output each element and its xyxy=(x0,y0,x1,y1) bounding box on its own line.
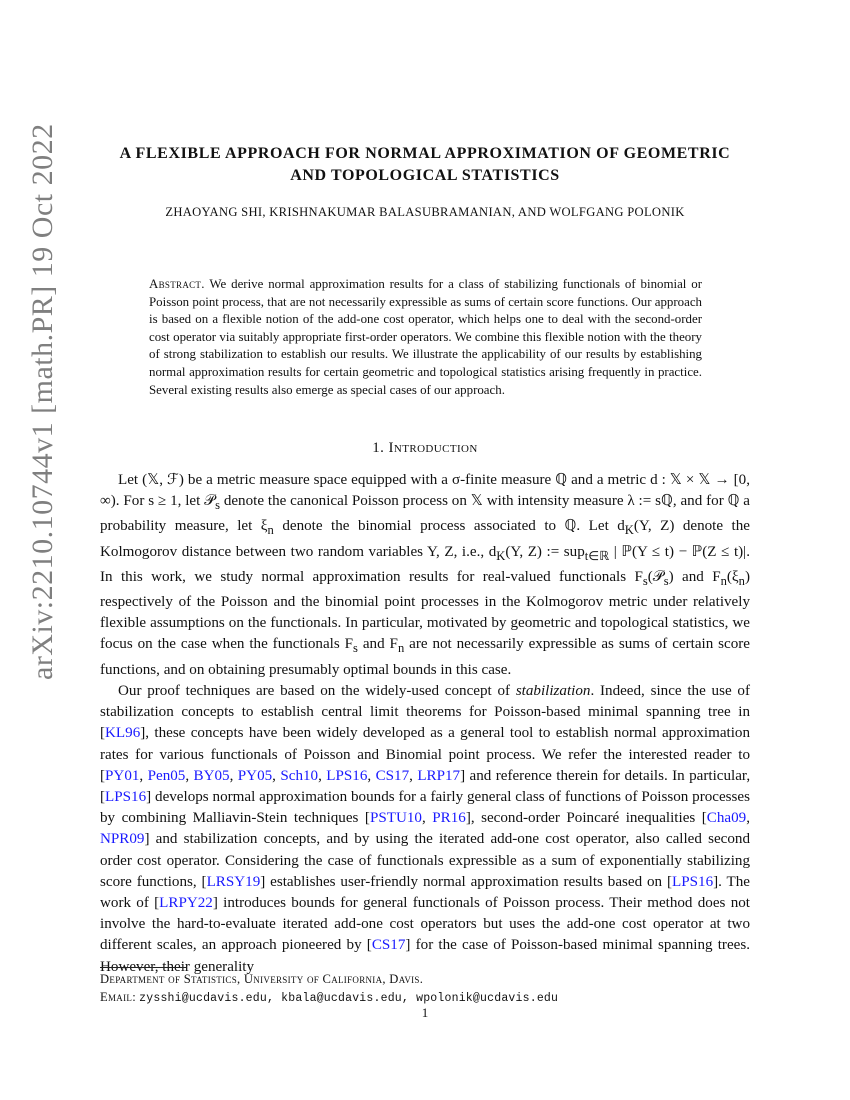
affiliation-text: Department of Statistics, University of California, Davis. xyxy=(100,972,424,986)
footnote-rule xyxy=(100,967,186,968)
citation-link[interactable]: Pen05 xyxy=(147,767,186,784)
author-list: ZHAOYANG SHI, KRISHNAKUMAR BALASUBRAMANIAN, AND WOLFGANG POLONIK xyxy=(165,205,685,219)
citation-link[interactable]: CS17 xyxy=(375,767,410,784)
citation-link[interactable]: Sch10 xyxy=(280,767,319,784)
citation-link[interactable]: LPS16 xyxy=(672,873,714,890)
citation-link[interactable]: PSTU10 xyxy=(369,810,422,827)
citation-link[interactable]: LPS16 xyxy=(105,788,147,805)
citation-link[interactable]: BY05 xyxy=(193,767,230,784)
citation-link[interactable]: Cha09 xyxy=(706,810,747,827)
email-footnote xyxy=(100,990,750,1005)
email-addresses[interactable]: zysshi@ucdavis.edu, kbala@ucdavis.edu, wpolonik@ucdavis.edu xyxy=(139,992,559,1005)
citation-link[interactable]: LPS16 xyxy=(326,767,368,784)
citation-link[interactable]: LRP17 xyxy=(417,767,461,784)
abstract-label: Abstract. xyxy=(149,277,205,291)
citation-link[interactable]: PY05 xyxy=(237,767,273,784)
paper-title: A FLEXIBLE APPROACH FOR NORMAL APPROXIMATION OF GEOMETRIC AND TOPOLOGICAL STATISTICS xyxy=(119,145,731,184)
citation-link[interactable]: LRPY22 xyxy=(159,894,213,911)
page-number: 1 xyxy=(421,1005,429,1020)
abstract-text: We derive normal approximation results for a class of stabilizing functionals of binomial or Poisson point process, that are not necessarily expressible as sums of certain score functions. Our approach is based on a flexible notion of the add-one cost operator, which helps one to deal with the second-order cost operator via suitably appropriate first-order operators. We combine this flexible notion with the theory of strong stabilization to establish our results. We illustrate the applicability of our results by establishing normal approximation results for certain geometric and topological statistics arising frequently in practice. Several existing results also emerge as special cases of our approach. xyxy=(149,277,702,397)
arxiv-identifier: arXiv:2210.10744v1 [math.PR] 19 Oct 2022 xyxy=(26,123,59,680)
citation-link[interactable]: CS17 xyxy=(371,937,406,954)
email-label: Email: xyxy=(100,990,136,1004)
section-heading: 1. Introduction xyxy=(372,440,478,456)
citation-link[interactable]: PR16 xyxy=(432,810,466,827)
citation-link[interactable]: KL96 xyxy=(105,725,141,742)
citation-link[interactable]: NPR09 xyxy=(100,831,145,848)
citation-link[interactable]: LRSY19 xyxy=(206,873,261,890)
abstract xyxy=(149,276,702,399)
paragraph-1: Let (𝕏, ℱ) be a metric measure space equipped with a σ-finite measure ℚ and a metric d : 𝕏 × 𝕏 → [0, ∞). For s ≥ 1, let 𝒫$_s$ denote the canonical Poisson process on 𝕏 with intensity measure λ := sℚ, and for ℚ a probability measure, let $\xi_n$ denote the binomial process associated to ℚ. Let $d_K(Y$, Z) denote the Kolmogorov distance between two random variables Y, Z, i.e., $d_K(Y$, Z) := sup$_{t\in ℝ}$ | ℙ(Y ≤ t) − ℙ(Z ≤ t)|. In this work, we study normal approximation results for real-valued functionals $F_s(𝒫_s)$ and $F_n(\xi_n)$ respectively of the Poisson and the binomial point processes in the Kolmogorov metric under relatively flexible assumptions on the functionals. In particular, motivated by geometric and topological statistics, we focus on the case when the functionals $F_s$ and $F_n$ are not necessarily expressible as sums of certain score functions, and on obtaining presumably optimal bounds in this case. xyxy=(100,472,751,678)
citation-link[interactable]: PY01 xyxy=(105,767,140,784)
body-text xyxy=(100,470,750,978)
affiliation-footnote xyxy=(100,972,750,987)
paragraph-2: Our proof techniques are based on the widely-used concept of stabilization. Indeed, since the use of stabilization concepts to establish central limit theorems for Poisson-based minimal spanning tree in [KL96], these concepts have been widely developed as a general tool to establish normal approximation rates for various functionals of Poisson and Binomial point process. We refer the interested reader to [PY01, Pen05, BY05, PY05, Sch10, LPS16, CS17, LRP17] and reference therein for details. In particular, [LPS16] develops normal approximation bounds for a fairly general class of functions of Poisson processes by combining Malliavin-Stein techniques [PSTU10, PR16], second-order Poincaré inequalities [Cha09, NPR09] and stabilization concepts, and by using the iterated add-one cost operator, also called second order cost operator. Considering the case of functionals expressible as a sum of exponentially stabilizing score functions, [LRSY19] establishes user-friendly normal approximation results based on [LPS16]. The work of [LRPY22] introduces bounds for general functionals of Poisson process. Their method does not involve the hard-to-evaluate iterated add-one cost operators but uses the add-one cost operator at two different scales, an approach pioneered by [CS17] for the case of Poisson-based minimal spanning trees. However, their generality xyxy=(100,682,751,975)
